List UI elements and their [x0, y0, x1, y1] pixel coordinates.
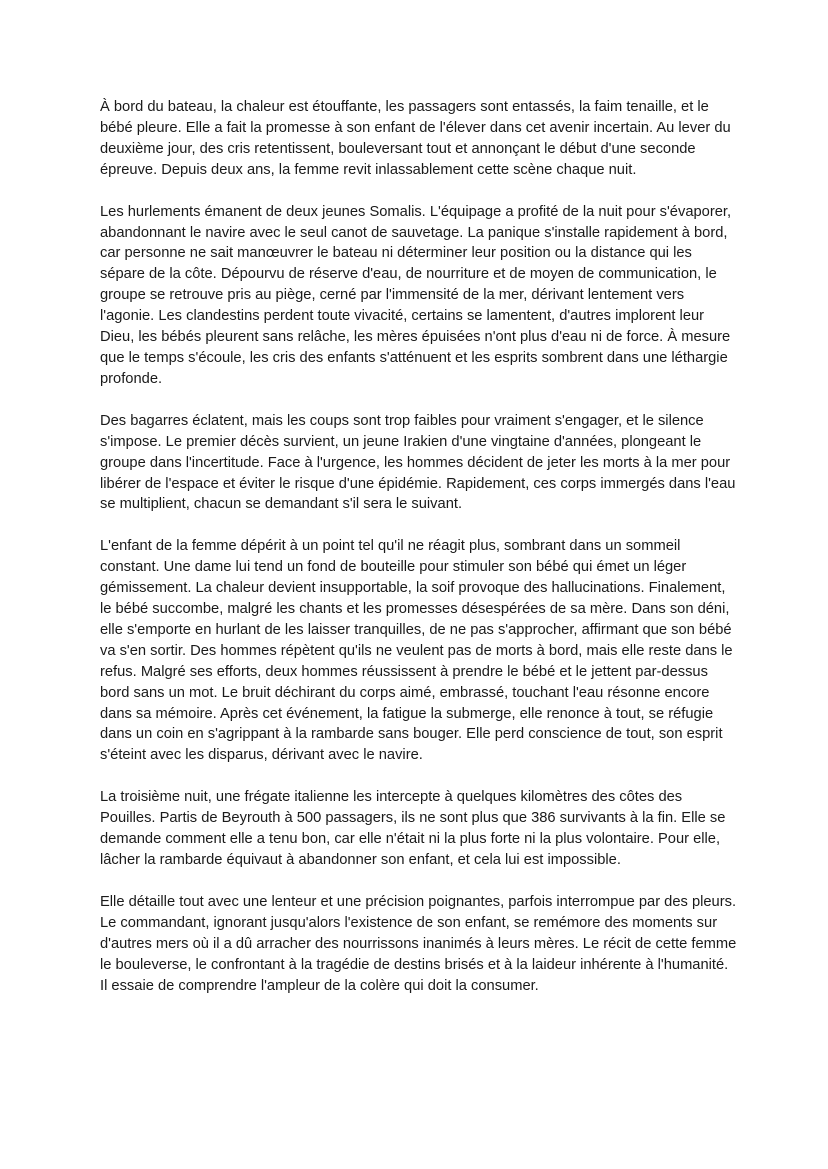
paragraph-2: Les hurlements émanent de deux jeunes Somalis. L'équipage a profité de la nuit pour s'évaporer, abandonnant le navire avec le seul canot de sauvetage. La panique s'installe rapidement à bord, car personne ne sait manœuvrer le bateau ni déterminer leur position ou la distance qui les sépare de la côte. Dépourvu de réserve d'eau, de nourriture et de moyen de communication, le groupe se retrouve pris au piège, cerné par l'immensité de la mer, dérivant lentement vers l'agonie. Les clandestins perdent toute vivacité, certains se lamentent, d'autres implorent leur Dieu, les bébés pleurent sans relâche, les mères épuisées n'ont plus d'eau ni de force. À mesure que le temps s'écoule, les cris des enfants s'atténuent et les esprits sombrent dans une léthargie profonde. [100, 203, 732, 387]
paragraph-3: Des bagarres éclatent, mais les coups sont trop faibles pour vraiment s'engager, et le silence s'impose. Le premier décès survient, un jeune Irakien d'une vingtaine d'années, plongeant le groupe dans l'incertitude. Face à l'urgence, les hommes décident de jeter les morts à la mer pour libérer de l'espace et éviter le risque d'une épidémie. Rapidement, ces corps immergés dans l'eau se multiplient, chacun se demandant s'il sera le suivant. [100, 412, 736, 513]
paragraph-1: À bord du bateau, la chaleur est étouffante, les passagers sont entassés, la faim tenaille, et le bébé pleure. Elle a fait la promesse à son enfant de l'élever dans cet avenir incertain. Au lever du deuxième jour, des cris retentissent, bouleversant tout et annonçant le début d'une seconde épreuve. Depuis deux ans, la femme revit inlassablement cette scène chaque nuit. [100, 99, 731, 178]
paragraph-4: L'enfant de la femme dépérit à un point tel qu'il ne réagit plus, sombrant dans un sommeil constant. Une dame lui tend un fond de bouteille pour stimuler son bébé qui émet un léger gémissement. La chaleur devient insupportable, la soif provoque des hallucinations. Finalement, le bébé succombe, malgré les chants et les promesses désespérées de sa mère. Dans son déni, elle s'emporte en hurlant de les laisser tranquilles, de ne pas s'approcher, affirmant que son bébé va s'en sortir. Des hommes répètent qu'ils ne veulent pas de morts à bord, mais elle reste dans le refus. Malgré ses efforts, deux hommes réussissent à prendre le bébé et le jettent par-dessus bord sans un mot. Le bruit déchirant du corps aimé, embrassé, touchant l'eau résonne encore dans sa mémoire. Après cet événement, la fatigue la submerge, elle renonce à tout, se réfugie dans un coin en s'agrippant à la rambarde sans bouger. Elle perd conscience de tout, son esprit s'éteint avec les disparus, dérivant avec le navire. [100, 538, 733, 764]
paragraph-5: La troisième nuit, une frégate italienne les intercepte à quelques kilomètres des côtes des Pouilles. Partis de Beyrouth à 500 passagers, ils ne sont plus que 386 survivants à la fin. Elle se demande comment elle a tenu bon, car elle n'était ni la plus forte ni la plus volontaire. Pour elle, lâcher la rambarde équivaut à abandonner son enfant, et cela lui est impossible. [100, 789, 726, 868]
paragraph-6: Elle détaille tout avec une lenteur et une précision poignantes, parfois interrompue par des pleurs. Le commandant, ignorant jusqu'alors l'existence de son enfant, se remémore des moments sur d'autres mers où il a dû arracher des nourrissons inanimés à leurs mères. Le récit de cette femme le bouleverse, le confrontant à la tragédie de destins brisés et à la laideur inhérente à l'humanité. Il essaie de comprendre l'ampleur de la colère qui doit la consumer. [100, 893, 737, 994]
